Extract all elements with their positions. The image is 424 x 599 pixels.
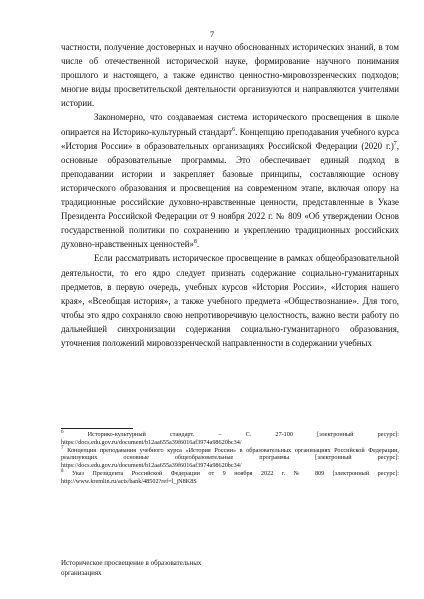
paragraph-2-part-b: . Концепцию преподавания учебного курса «История России» в образовательных организациях Российской Федерации (2020 г.) xyxy=(61,126,399,151)
paragraph-2-part-d: . xyxy=(196,239,200,250)
paragraph-2 xyxy=(61,110,399,251)
footnote-mark: 8 xyxy=(61,468,64,474)
paragraph-2-part-a: Закономерно, что создаваемая система исторического просвещения в школе опирается на Историко-культурный стандарт xyxy=(61,112,399,137)
footnote-7 xyxy=(61,447,399,470)
footnote-text: Указ Президента Российской Федерации от 9 ноября 2022 г. № 809 [электронный ресурс]: http://www.kremlin.ru/acts/bank/48502?ref=l_jN8K8S xyxy=(61,469,399,485)
footer-line-2: организациях xyxy=(61,568,102,577)
footnote-ref-8[interactable]: 8 xyxy=(193,239,197,246)
footnote-mark: 7 xyxy=(61,445,64,451)
paragraph-3: Если рассматривать историческое просвещение в рамках общеобразовательной деятельности, то его ядро следует признать содержание социально-гуманитарных предметов, в первую очередь, учебных курсов «История России», «История нашего края», «Всеобщая история», а также учебного предмета «Обществознание». Для того, чтобы это ядро сохраняло свою непротиворечивую целостность, важно вести работу по дальнейшей синхронизации содержания социально-гуманитарного образования, уточнения положений мировоззренческой направленности в содержании учебных xyxy=(61,253,399,348)
footnote-6 xyxy=(61,431,399,447)
footnote-text: Историко-культурный стандарт. – С. 27-100 [электронный ресурс]: https://docs.edu.gov.ru/document/b12aa655a39f6016af3974a98620bc34/ xyxy=(61,431,399,446)
footnote-ref-7[interactable]: 7 xyxy=(393,140,397,147)
footnote-8 xyxy=(61,470,399,486)
footer-line-1: Историческое просвещение в образовательных xyxy=(61,559,202,567)
footnote-text: Концепция преподавания учебного курса «История России» в образовательных организациях Российской Федерации, реализующих основные общеобразовательные программы [электронный ресурс]: https://docs.edu.gov.ru/document/b12aa655a39f6016af3974a98620bc34/ xyxy=(61,446,399,470)
page-number: 7 xyxy=(209,29,215,39)
paragraph-2-part-c: , основные образовательные программы. Это обеспечивает единый подход в преподавании истории и закрепляет базовые принципы, составляющие основу исторического образования и просвещения на современном этапе, включая опору на традиционные российские духовно-нравственные ценности, представленные в Указе Президента Российской Федерации от 9 ноября 2022 г. № 809 «Об утверждении Основ государственной политики по сохранению и укреплению традиционных российских духовно-нравственных ценностей» xyxy=(61,140,399,250)
paragraph-1: частности, получение достоверных и научно обоснованных исторических знаний, в том числе об отечественной исторической науке, формирование научного понимания прошлого и настоящего, а также единство ценностно-мировоззренческих подходов; многие виды просветительской деятельности организуются и направляются учителями истории. xyxy=(61,42,399,109)
footnote-separator xyxy=(61,428,133,429)
footnote-mark: 6 xyxy=(61,429,64,435)
footnote-ref-6[interactable]: 6 xyxy=(232,126,236,133)
main-text xyxy=(61,40,399,350)
page-footer xyxy=(61,559,261,578)
footnotes xyxy=(61,431,399,486)
